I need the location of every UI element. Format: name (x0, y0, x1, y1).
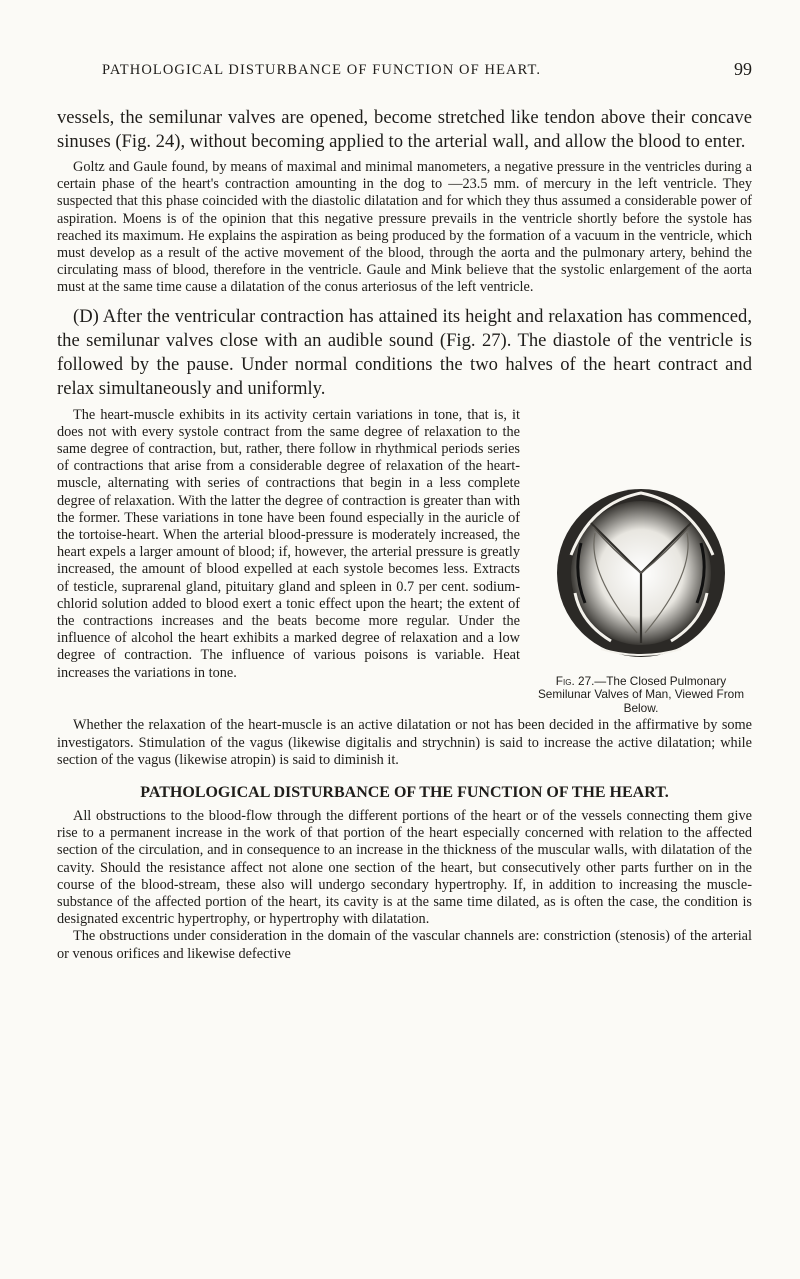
section-heading: PATHOLOGICAL DISTURBANCE OF THE FUNCTION OF THE HEART. (140, 784, 669, 802)
page (57, 59, 752, 963)
paragraph-goltz-gaule: Goltz and Gaule found, by means of maximal and minimal manometers, a negative pressure in the ventricles during a certain phase of the heart's contraction amounting in the dog to —23.5 mm. of mercury in the left ventricle. They suspected that this phase coincided with the diastolic dilatation and for which they thus assumed a considerable power of aspiration. Moens is of the opinion that this negative pressure prevails in the ventricle shortly before the systole has reached its maximum. He explains the aspiration as being produced by the formation of a vacuum in the ventricle, which must develop as a result of the active movement of the blood, through the aorta and the pulmonary artery, behind the circulating mass of blood, therefore in the ventricle. Gaule and Mink believe that the systolic enlargement of the aorta must at the same time cause a dilatation of the conus arteriosus of the left ventricle. (57, 159, 752, 296)
paragraph-obstructions-domain: The obstructions under consideration in the domain of the vascular channels are: constriction (stenosis) of the arterial or venous orifices and likewise defective (57, 928, 752, 962)
figure-27 (530, 483, 752, 716)
running-title: PATHOLOGICAL DISTURBANCE OF FUNCTION OF HEART. (102, 62, 542, 78)
paragraph-obstructions: All obstructions to the blood-flow through the different portions of the heart or of the vessels connecting them give rise to a permanent increase in the work of that portion of the heart especially concerned with relation to the affected section of the circulation, and in consequence to an increase in the thickness of the muscular walls, with dilatation of the cavity. Should the resistance affect not alone one section of the heart, but consecutively other parts further on in the course of the blood-stream, these also will undergo secondary hypertrophy. If, in addition to increasing the muscle-substance of the affected portion of the heart, its cavity is at the same time dilated, as is often the case, the condition is designated excentric hypertrophy, or hypertrophy with dilatation. (57, 808, 752, 928)
semilunar-valves-illustration (551, 483, 731, 661)
paragraph-heart-muscle-block (57, 406, 752, 715)
paragraph-heart-muscle-tone: The heart-muscle exhibits in its activity certain variations in tone, that is, it does not with every systole contract from the same degree of relaxation to the same degree of contraction, but, rather, there follow in rhythmical periods series of contractions that arise from a considerable degree of relaxation of the heart-muscle, alternating with series of contractions that begin in a less complete degree of relaxation. With the latter the degree of contraction is greater than with the former. These variations in tone have been found especially in the auricle of the tortoise-heart. When the arterial blood-pressure is moderately increased, the heart expels a larger amount of blood; if, however, the arterial pressure is greatly increased, the amount of blood expelled at each systole becomes less. Extracts of testicle, suprarenal gland, pituitary gland and spleen in 0.7 per cent. sodium-chlorid solution added to blood exert a tonic effect upon the heart; the extent of the contractions increases and the beats become more regular. Under the influence of alcohol the heart exhibits a marked degree of relaxation and a low degree of contraction. The influence of various poisons is variable. Heat increases the variations in tone. (57, 406, 520, 681)
paragraph-vessels: vessels, the semilunar valves are opened, become stretched like tendon above their concave sinuses (Fig. 24), without becoming applied to the arterial wall, and allow the blood to enter. (57, 107, 752, 152)
paragraph-relaxation: Whether the relaxation of the heart-muscle is an active dilatation or not has been decided in the affirmative by some investigators. Stimulation of the vagus (likewise digitalis and strychnin) is said to increase the active dilatation; while section of the vagus (likewise atropin) is said to diminish it. (57, 717, 752, 768)
page-number: 99 (734, 59, 752, 79)
running-head (57, 59, 752, 84)
figure-label: Fig. 27. (555, 673, 595, 688)
figure-caption (530, 675, 752, 716)
figure-caption-text: —The Closed Pulmonary Semilunar Valves of Man, Viewed From Below. (537, 673, 745, 715)
paragraph-ventricular-contraction: (D) After the ventricular contraction has attained its height and relaxation has commenced, the semilunar valves close with an audible sound (Fig. 27). The diastole of the ventricle is followed by the pause. Under normal conditions the two halves of the heart contract and relax simultaneously and uniformly. (57, 305, 752, 399)
